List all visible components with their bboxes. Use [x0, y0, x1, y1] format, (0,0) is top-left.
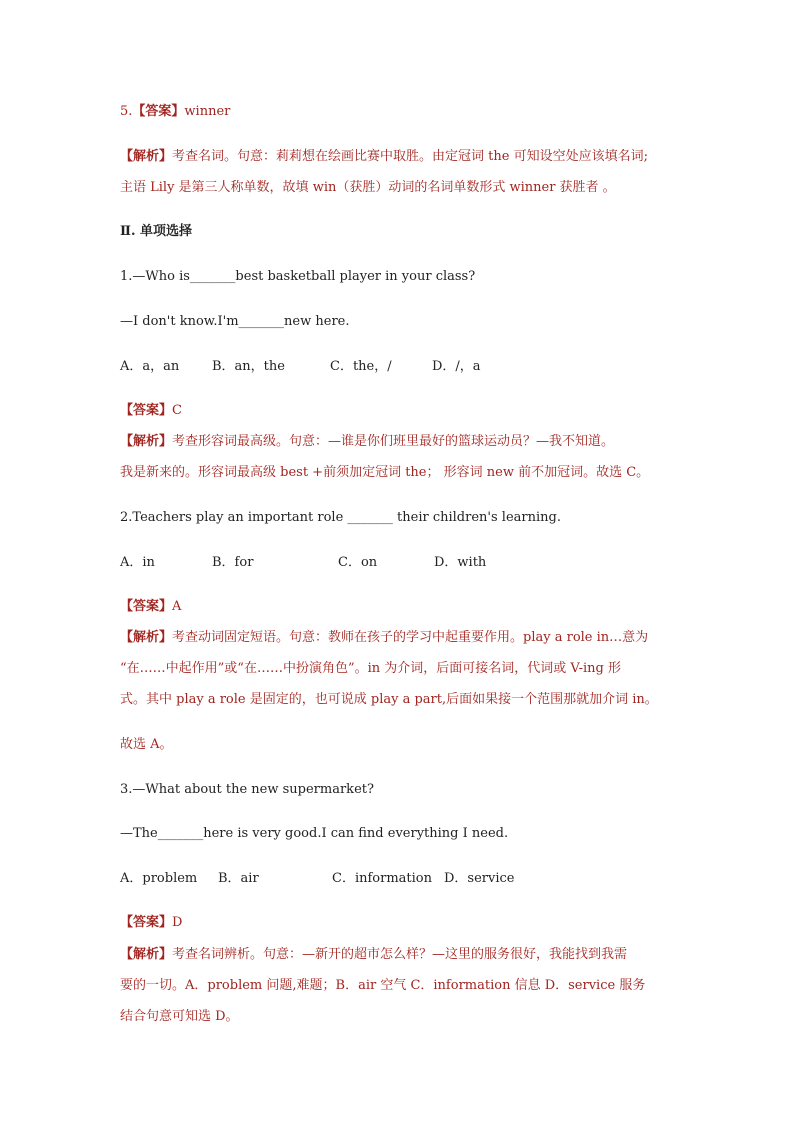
q3-option-a: A．problem	[120, 871, 198, 886]
q5-number: 5.	[120, 104, 133, 119]
q5-answer-line	[120, 103, 230, 121]
q3-analysis-line-3: 结合句意可知选 D。	[120, 1009, 239, 1024]
q2-options	[120, 554, 486, 572]
q1-stem-line-1: 1.—Who is_______best basketball player in your class?	[120, 269, 476, 284]
q1-option-b: B．an，the	[212, 359, 285, 374]
q3-answer-tag: 【答案】	[120, 915, 173, 930]
q1-analysis-line-1	[120, 433, 614, 451]
q2-analysis-line-2: “在……中起作用”或“在……中扮演角色”。in 为介词，后面可接名词，代词或 V-ing 形	[120, 661, 621, 676]
q3-option-b: B．air	[218, 871, 259, 886]
q1-answer-value: C	[172, 403, 182, 418]
q2-option-b: B．for	[212, 555, 254, 570]
section-title: Ⅱ. 单项选择	[120, 224, 193, 239]
q3-answer-line	[120, 914, 182, 932]
q5-analysis-line-2: 主语 Lily 是第三人称单数，故填 win（获胜）动词的名词单数形式 winner 获胜者 。	[120, 180, 616, 195]
q5-analysis-tag: 【解析】	[120, 149, 173, 164]
q3-analysis-line-1	[120, 946, 627, 964]
q2-analysis-text-1: 考查动词固定短语。句意：教师在孩子的学习中起重要作用。play a role in…意为	[172, 630, 649, 645]
q1-option-c: C．the，/	[330, 359, 392, 374]
q1-option-a: A．a，an	[120, 359, 180, 374]
q2-answer-value: A	[172, 599, 182, 614]
q1-analysis-text-1: 考查形容词最高级。句意：—谁是你们班里最好的篮球运动员？—我不知道。	[172, 434, 615, 449]
q5-answer-value: winner	[184, 104, 231, 119]
q2-option-a: A．in	[120, 555, 155, 570]
q3-answer-value: D	[172, 915, 183, 930]
q3-analysis-line-2: 要的一切。A．problem 问题,难题；B．air 空气 C．information 信息 D．service 服务	[120, 978, 646, 993]
q2-analysis-tag: 【解析】	[120, 630, 173, 645]
q1-answer-tag: 【答案】	[120, 403, 173, 418]
q5-analysis-line-1	[120, 148, 648, 166]
q1-options	[120, 358, 481, 376]
q2-analysis-line-4: 故选 A。	[120, 737, 173, 752]
q5-analysis-text-1: 考查名词。句意：莉莉想在绘画比赛中取胜。由定冠词 the 可知设空处应该填名词;	[172, 149, 648, 164]
q3-stem-line-2: —The_______here is very good.I can find everything I need.	[120, 826, 509, 841]
q1-stem-line-2: —I don't know.I'm_______new here.	[120, 314, 350, 329]
q2-option-c: C．on	[338, 555, 378, 570]
q2-answer-line	[120, 598, 181, 616]
q1-analysis-line-2: 我是新来的。形容词最高级 best +前须加定冠词 the； 形容词 new 前不加冠词。故选 C。	[120, 465, 650, 480]
q2-analysis-line-3: 式。其中 play a role 是固定的，也可说成 play a part,后面如果接一个范围那就加介词 in。	[120, 692, 658, 707]
q3-options	[120, 870, 514, 888]
q3-analysis-tag: 【解析】	[120, 947, 173, 962]
q3-option-c: C．information	[332, 871, 432, 886]
q2-stem: 2.Teachers play an important role _______ their children's learning.	[120, 510, 561, 525]
q2-option-d: D．with	[434, 555, 487, 570]
q2-answer-tag: 【答案】	[120, 599, 173, 614]
q1-analysis-tag: 【解析】	[120, 434, 173, 449]
q3-analysis-text-1: 考查名词辨析。句意：—新开的超市怎么样？—这里的服务很好，我能找到我需	[172, 947, 628, 962]
q2-analysis-line-1	[120, 629, 648, 647]
q5-answer-tag: 【答案】	[132, 104, 185, 119]
q3-option-d: D．service	[444, 871, 515, 886]
q1-answer-line	[120, 402, 182, 420]
q3-stem-line-1: 3.—What about the new supermarket?	[120, 782, 374, 797]
q1-option-d: D．/，a	[432, 359, 481, 374]
